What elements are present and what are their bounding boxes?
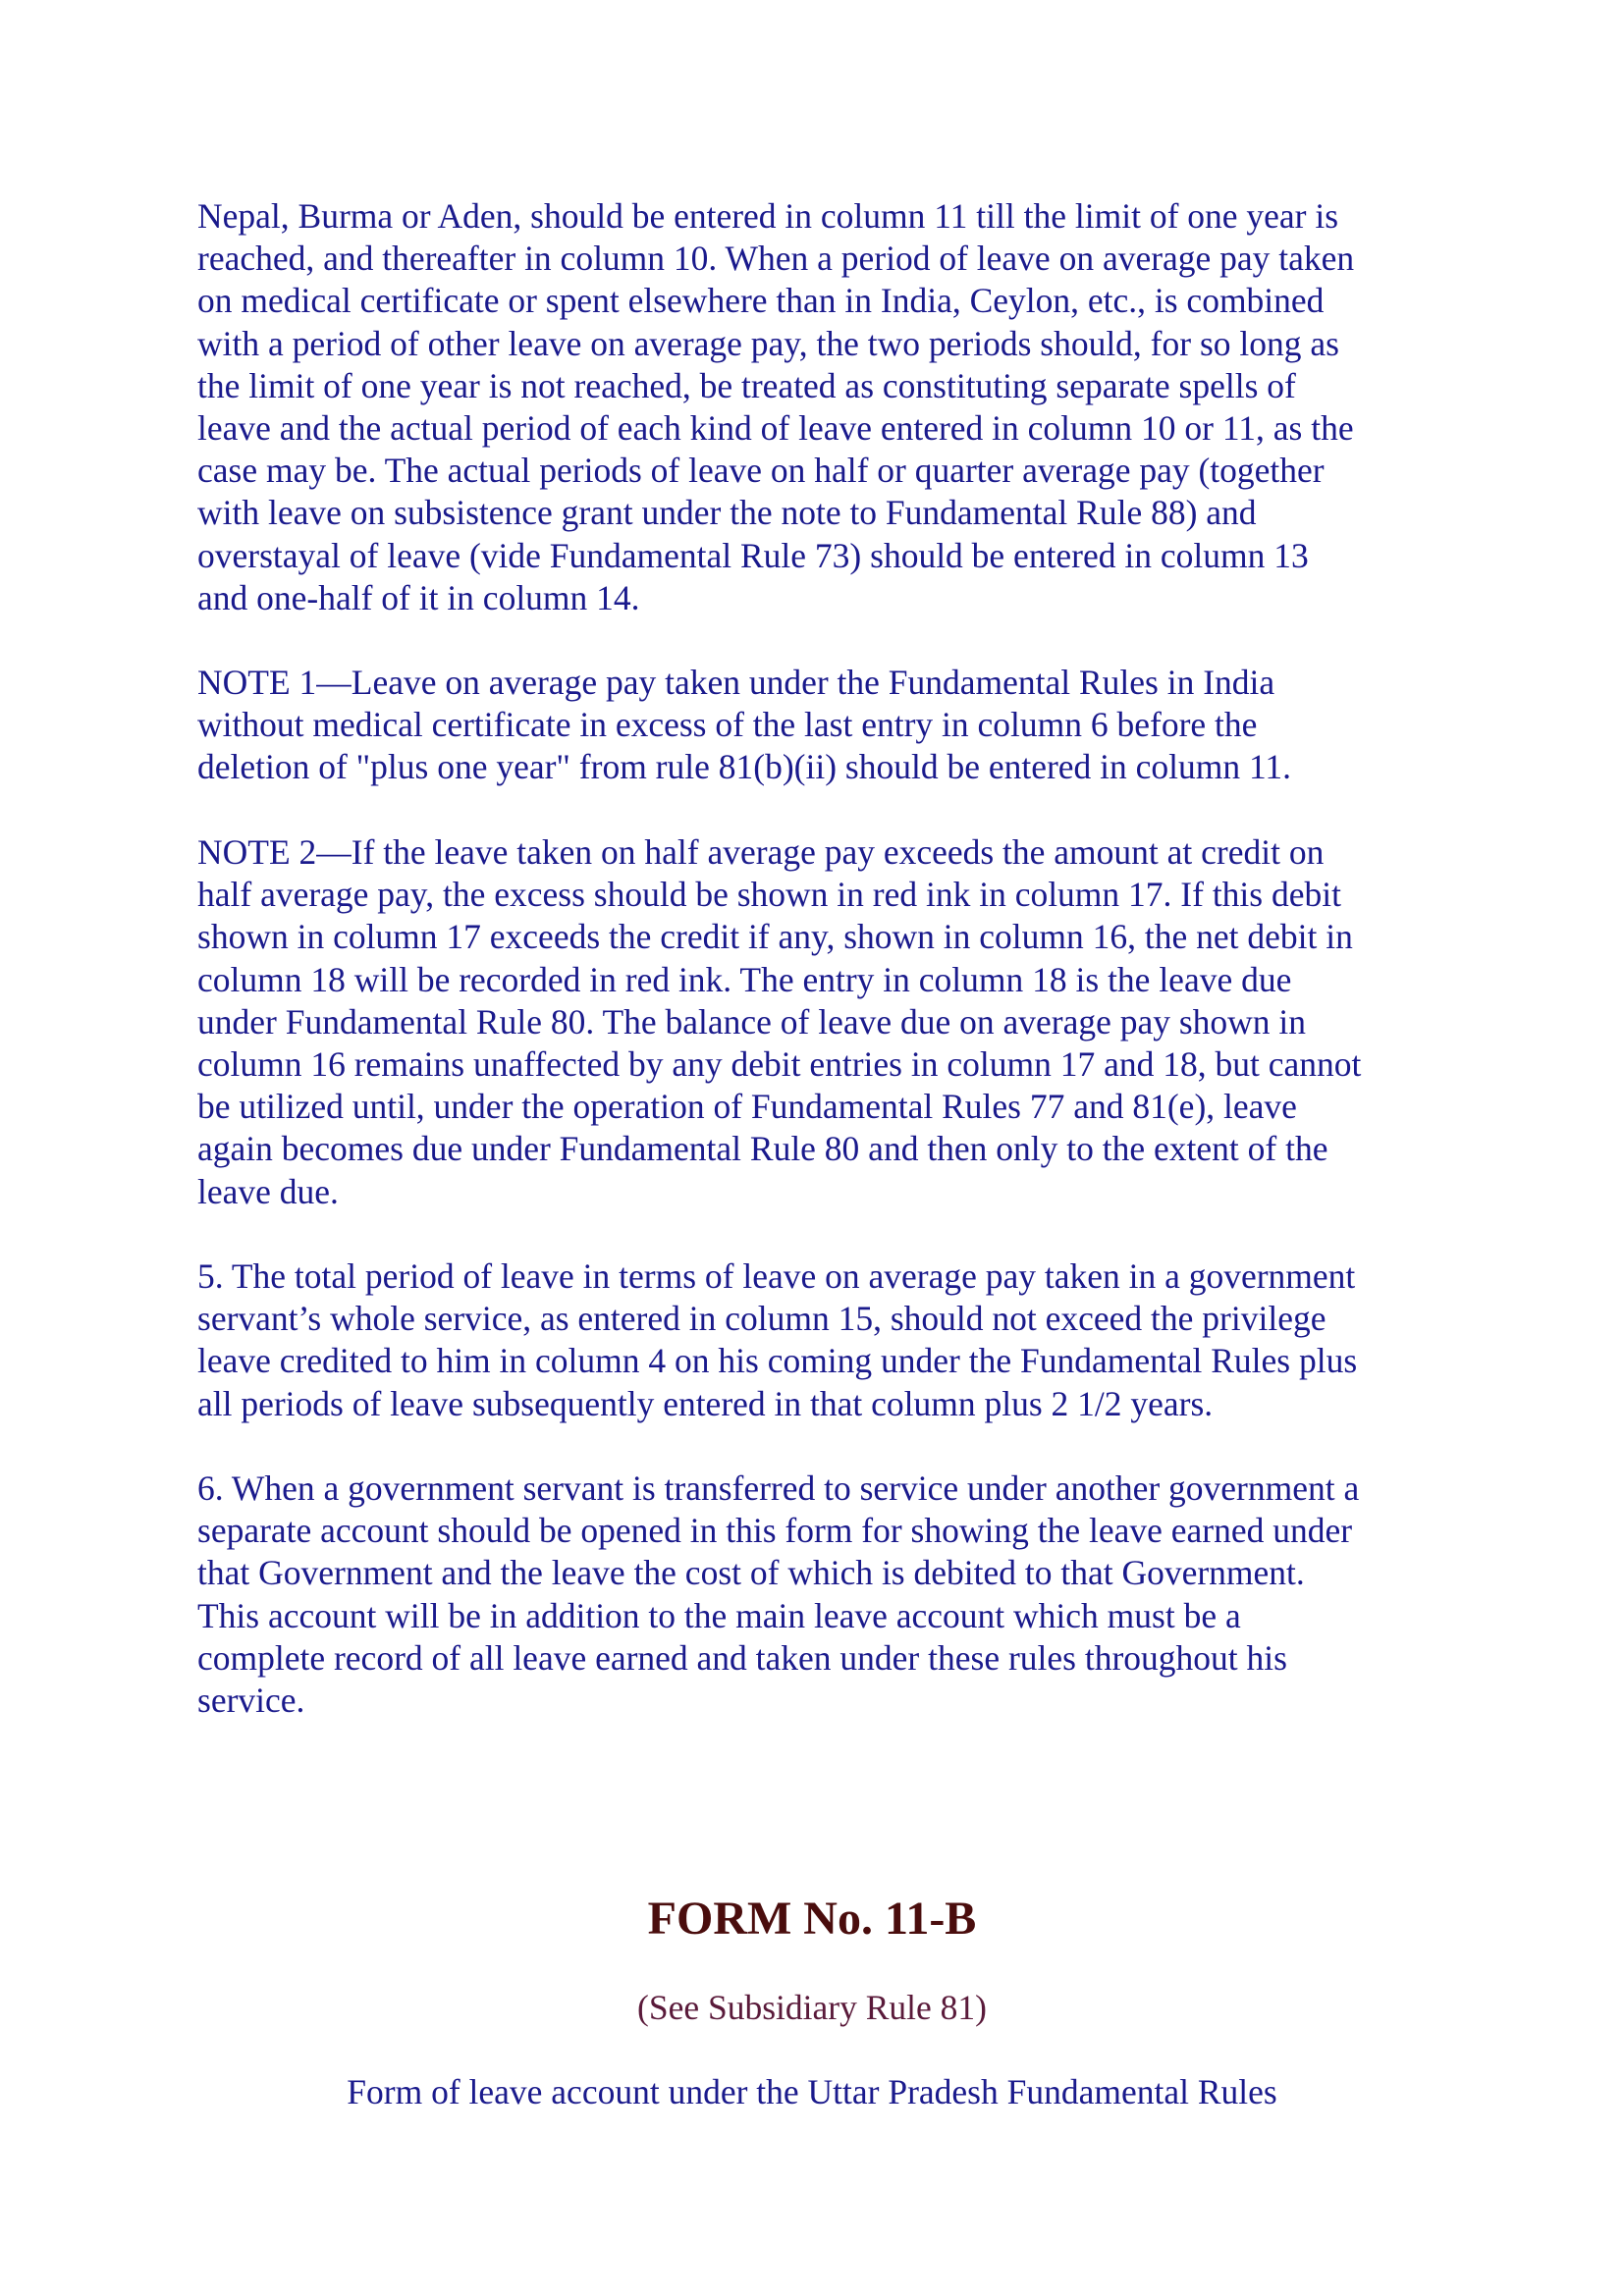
form-subtitle: (See Subsidiary Rule 81) (637, 1988, 987, 2027)
paragraph-rule-5: 5. The total period of leave in terms of leave on average pay taken in a government servant’s whole service, as entered in column 15, should not exceed the privilege leave credited to him in column 4 on his coming under the Fundamental Rules plus all periods of leave subsequently entered in that column plus 2 1/2 years. (197, 1256, 1358, 1423)
paragraph-note-2: NOTE 2—If the leave taken on half average pay exceeds the amount at credit on half average pay, the excess should be shown in red ink in column 17. If this debit shown in column 17 exceeds the credit if any, shown in column 16, the net debit in column 18 will be recorded in red ink. The entry in column 18 is the leave due under Fundamental Rule 80. The balance of leave due on average pay shown in column 16 remains unaffected by any debit entries in column 17 and 18, but cannot be utilized until, under the operation of Fundamental Rules 77 and 81(e), leave again becomes due under Fundamental Rule 80 and then only to the extent of the leave due. (197, 832, 1362, 1211)
paragraph-rule-6: 6. When a government servant is transferred to service under another government a separate account should be opened in this form for showing the leave earned under that Government and the leave the cost of which is debited to that Government. This account will be in addition to the main leave account which must be a complete record of all leave earned and taken under these rules throughout his service. (197, 1468, 1360, 1721)
form-caption: Form of leave account under the Uttar Pradesh Fundamental Rules (347, 2072, 1277, 2111)
paragraph-column-entries: Nepal, Burma or Aden, should be entered in column 11 till the limit of one year is reached, and thereafter in column 10. When a period of leave on average pay taken on medical certificate or spent elsewhere than in India, Ceylon, etc., is combined with a period of other leave on average pay, the two periods should, for so long as the limit of one year is not reached, be treated as constituting separate spells of leave and the actual period of each kind of leave entered in column 10 or 11, as the case may be. The actual periods of leave on half or quarter average pay (together with leave on subsistence grant under the note to Fundamental Rule 88) and overstayal of leave (vide Fundamental Rule 73) should be entered in column 13 and one-half of it in column 14. (197, 196, 1355, 617)
paragraph-note-1: NOTE 1—Leave on average pay taken under the Fundamental Rules in India without medical certificate in excess of the last entry in column 6 before the deletion of "plus one year" from rule 81(b)(ii) should be entered in column 11. (197, 663, 1292, 787)
form-title: FORM No. 11-B (647, 1893, 977, 1945)
